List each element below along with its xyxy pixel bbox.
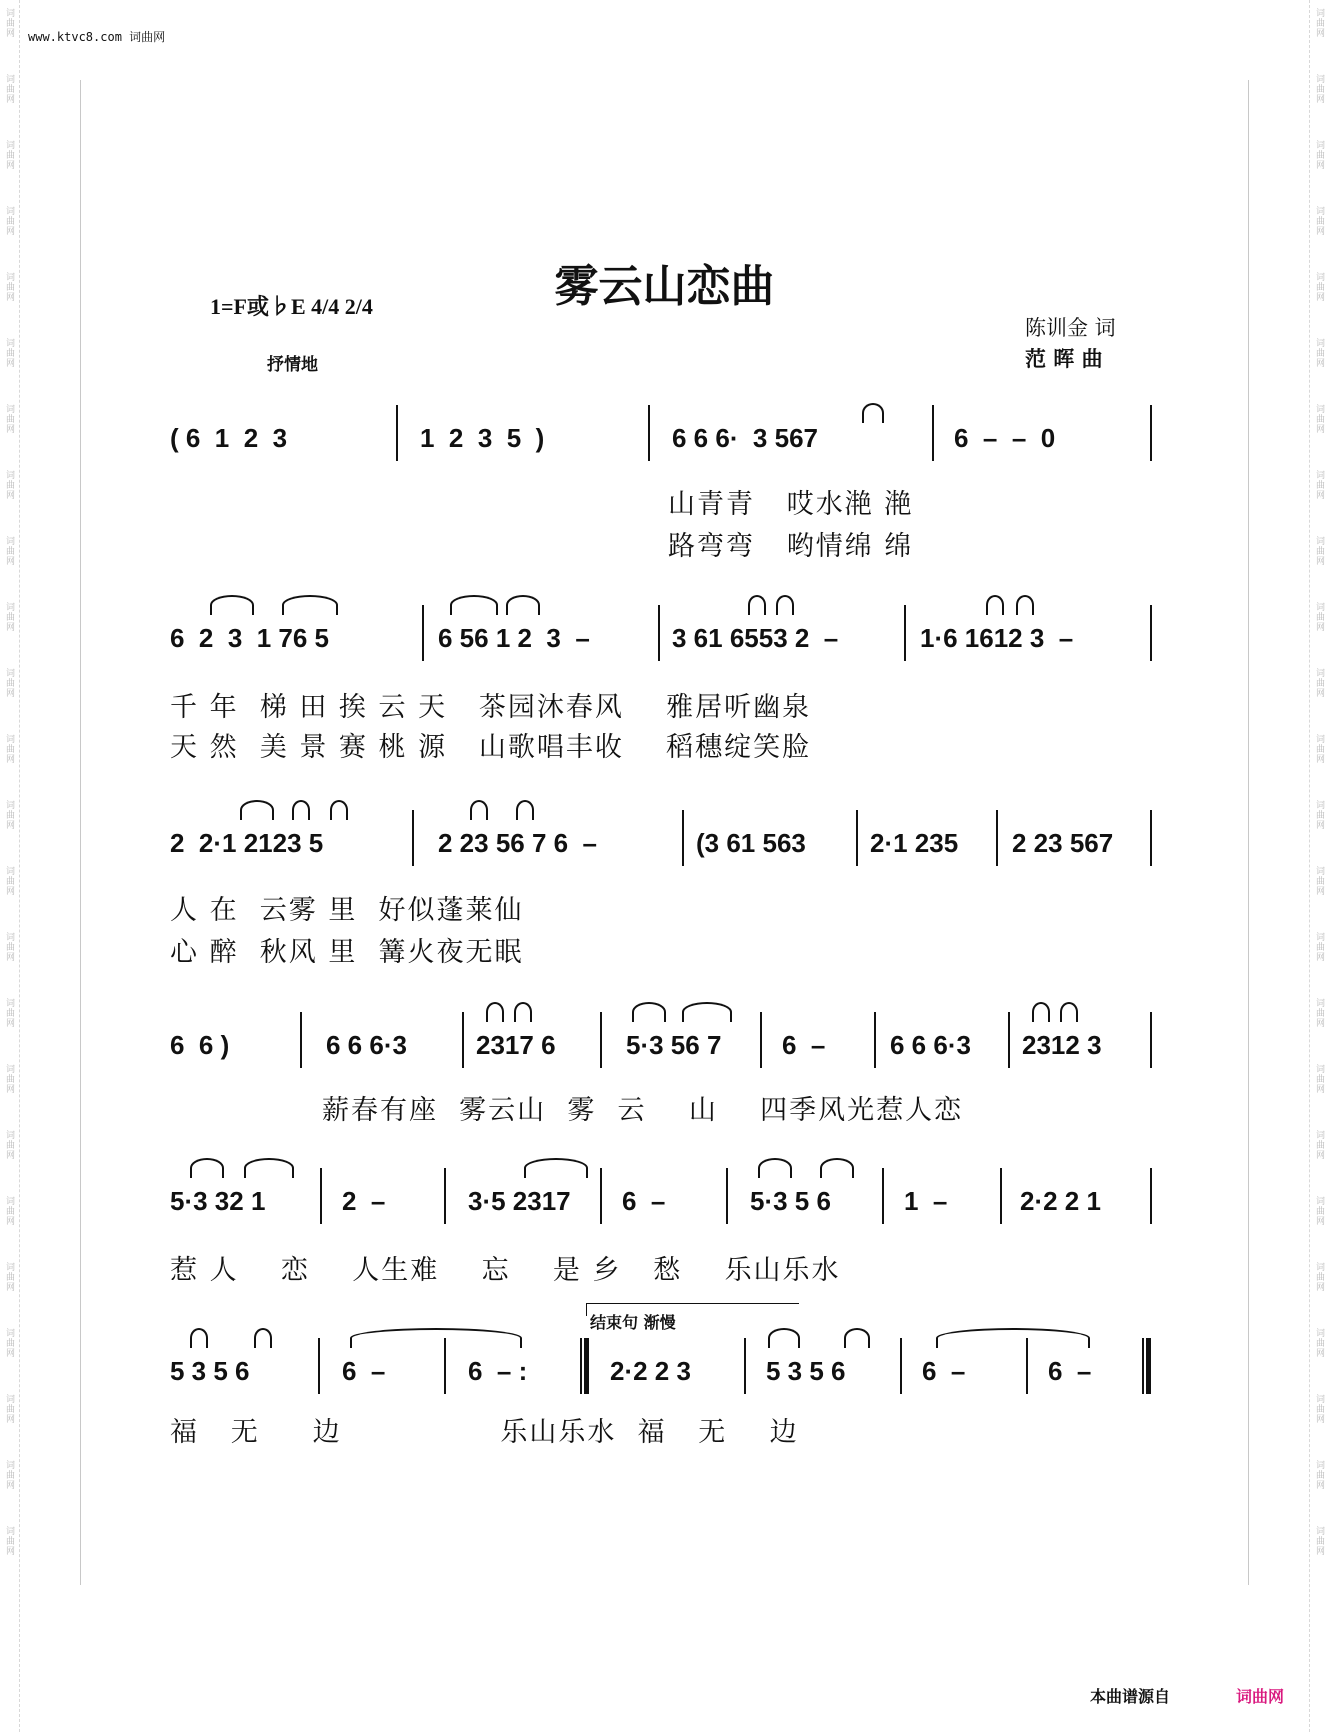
measure-notes: 6 6 6·3 bbox=[326, 1030, 407, 1060]
footer-source-label: 本曲谱源自 bbox=[1090, 1687, 1171, 1706]
measure-notes: 6 – bbox=[922, 1356, 966, 1386]
slur-mark bbox=[768, 1328, 800, 1348]
measure-notes: 6 56 1 2 3 – bbox=[438, 623, 590, 653]
barline bbox=[320, 1168, 322, 1224]
barline bbox=[444, 1168, 446, 1224]
slur-mark bbox=[844, 1328, 870, 1348]
barline bbox=[600, 1168, 602, 1224]
measure-notes: 2 – bbox=[342, 1186, 386, 1216]
score-row-2 bbox=[170, 605, 1165, 675]
slur-mark bbox=[682, 1002, 732, 1022]
score-row-6 bbox=[170, 1338, 1165, 1408]
tempo-marking: 抒情地 bbox=[267, 355, 318, 375]
measure-notes: 5·3 56 7 bbox=[626, 1030, 722, 1060]
barline bbox=[1026, 1338, 1028, 1394]
song-title: 雾云山恋曲 bbox=[554, 261, 775, 312]
slur-mark bbox=[632, 1002, 666, 1022]
measure-notes: 6 – bbox=[782, 1030, 826, 1060]
measure-notes: (3 61 563 bbox=[696, 828, 806, 858]
barline bbox=[682, 810, 684, 866]
measure-notes: 2312 3 bbox=[1022, 1030, 1102, 1060]
barline bbox=[932, 405, 934, 461]
slur-mark bbox=[1032, 1002, 1050, 1022]
lyricist-credit: 陈训金 词 bbox=[1025, 316, 1116, 340]
slur-mark bbox=[524, 1158, 588, 1178]
slur-mark bbox=[776, 595, 794, 615]
measure-notes: 6 – bbox=[342, 1356, 386, 1386]
measure-notes: 2317 6 bbox=[476, 1030, 556, 1060]
score-row-5 bbox=[170, 1168, 1165, 1238]
slur-mark bbox=[748, 595, 766, 615]
barline bbox=[1150, 405, 1152, 461]
slur-mark bbox=[1016, 595, 1034, 615]
score-row-4 bbox=[170, 1012, 1165, 1082]
measure-notes: 6 6 ) bbox=[170, 1030, 230, 1060]
slur-mark bbox=[1060, 1002, 1078, 1022]
measure-notes: 6 – – 0 bbox=[954, 423, 1056, 453]
lyric-line-5: 惹 人 恋 人生难 忘 是 乡 愁 乐山乐水 bbox=[170, 1255, 841, 1286]
lyric-line-3b: 心 醉 秋风 里 篝火夜无眠 bbox=[170, 937, 524, 968]
barline bbox=[744, 1338, 746, 1394]
lyric-line-1b: 路弯弯 哟情绵 绵 bbox=[668, 531, 914, 562]
lyric-line-6: 福 无 边 乐山乐水 福 无 边 bbox=[170, 1417, 799, 1448]
barline bbox=[904, 605, 906, 661]
measure-notes: 1 2 3 5 ) bbox=[420, 423, 545, 453]
barline bbox=[412, 810, 414, 866]
measure-notes: 5 3 5 6 bbox=[170, 1356, 250, 1386]
lyric-line-3a: 人 在 云雾 里 好似蓬莱仙 bbox=[170, 895, 524, 926]
measure-notes: 1·6 1612 3 – bbox=[920, 623, 1074, 653]
score-row-3 bbox=[170, 810, 1165, 880]
measure-notes: 2 2·1 2123 5 bbox=[170, 828, 324, 858]
slur-mark bbox=[936, 1328, 1090, 1348]
slur-mark bbox=[292, 800, 310, 820]
footer-site-link[interactable]: 词曲网 bbox=[1236, 1687, 1285, 1706]
slur-mark bbox=[244, 1158, 294, 1178]
lyric-line-4: 薪春有座 雾云山 雾 云 山 四季风光惹人恋 bbox=[322, 1095, 964, 1126]
barline bbox=[462, 1012, 464, 1068]
slur-mark bbox=[470, 800, 488, 820]
site-header[interactable]: www.ktvc8.com 词曲网 bbox=[28, 30, 166, 44]
measure-notes: 6 2 3 1 76 5 bbox=[170, 623, 330, 653]
measure-notes: 6 – : bbox=[468, 1356, 528, 1386]
slur-mark bbox=[190, 1328, 208, 1348]
slur-mark bbox=[350, 1328, 522, 1348]
slur-mark bbox=[282, 595, 338, 615]
composer-credit: 范 晖 曲 bbox=[1025, 347, 1103, 371]
slur-mark bbox=[210, 595, 254, 615]
slur-mark bbox=[862, 403, 884, 423]
measure-notes: 3 61 6553 2 – bbox=[672, 623, 839, 653]
ending-label: 结束句 渐慢 bbox=[590, 1313, 676, 1332]
slur-mark bbox=[758, 1158, 792, 1178]
barline bbox=[444, 1338, 446, 1394]
score-row-1 bbox=[170, 405, 1165, 475]
barline bbox=[996, 810, 998, 866]
repeat-barline bbox=[580, 1338, 589, 1394]
barline bbox=[1008, 1012, 1010, 1068]
measure-notes: 5·3 5 6 bbox=[750, 1186, 831, 1216]
barline bbox=[874, 1012, 876, 1068]
lyric-line-2b: 天 然 美 景 赛 桃 源 山歌唱丰收 稻穗绽笑脸 bbox=[170, 732, 812, 763]
measure-notes: 2 23 567 bbox=[1012, 828, 1114, 858]
slur-mark bbox=[254, 1328, 272, 1348]
measure-notes: 6 – bbox=[622, 1186, 666, 1216]
key-signature: 1=F或♭E 4/4 2/4 bbox=[210, 294, 373, 319]
slur-mark bbox=[486, 1002, 504, 1022]
measure-notes: 2 23 56 7 6 – bbox=[438, 828, 598, 858]
measure-notes: ( 6 1 2 3 bbox=[170, 423, 288, 453]
barline bbox=[1150, 810, 1152, 866]
barline bbox=[1150, 1168, 1152, 1224]
measure-notes: 6 6 6·3 bbox=[890, 1030, 971, 1060]
slur-mark bbox=[190, 1158, 224, 1178]
left-watermark-strip: 词曲网 词曲网 词曲网 词曲网 词曲网 词曲网 词曲网 词曲网 词曲网 词曲网 词曲网 词曲网 词曲网 词曲网 词曲网 词曲网 词曲网 词曲网 词曲网 词曲网 词曲网 词曲网 词曲网 词曲网 bbox=[0, 0, 20, 1732]
barline bbox=[882, 1168, 884, 1224]
barline bbox=[318, 1338, 320, 1394]
right-watermark-strip: 词曲网 词曲网 词曲网 词曲网 词曲网 词曲网 词曲网 词曲网 词曲网 词曲网 词曲网 词曲网 词曲网 词曲网 词曲网 词曲网 词曲网 词曲网 词曲网 词曲网 词曲网 词曲网 词曲网 词曲网 bbox=[1309, 0, 1329, 1732]
measure-notes: 2·2 2 3 bbox=[610, 1356, 691, 1386]
measure-notes: 1 – bbox=[904, 1186, 948, 1216]
barline bbox=[900, 1338, 902, 1394]
slur-mark bbox=[514, 1002, 532, 1022]
barline bbox=[300, 1012, 302, 1068]
lyric-line-1a: 山青青 哎水滟 滟 bbox=[668, 489, 914, 520]
measure-notes: 2·1 235 bbox=[870, 828, 959, 858]
slur-mark bbox=[516, 800, 534, 820]
slur-mark bbox=[450, 595, 498, 615]
measure-notes: 2·2 2 1 bbox=[1020, 1186, 1101, 1216]
barline bbox=[396, 405, 398, 461]
slur-mark bbox=[240, 800, 274, 820]
slur-mark bbox=[330, 800, 348, 820]
slur-mark bbox=[986, 595, 1004, 615]
measure-notes: 6 6 6· 3 567 bbox=[672, 423, 818, 453]
barline bbox=[1150, 605, 1152, 661]
lyric-line-2a: 千 年 梯 田 挨 云 天 茶园沐春风 雅居听幽泉 bbox=[170, 692, 812, 723]
barline bbox=[422, 605, 424, 661]
barline bbox=[726, 1168, 728, 1224]
measure-notes: 6 – bbox=[1048, 1356, 1092, 1386]
slur-mark bbox=[506, 595, 540, 615]
measure-notes: 5·3 32 1 bbox=[170, 1186, 266, 1216]
barline bbox=[760, 1012, 762, 1068]
barline bbox=[1150, 1012, 1152, 1068]
barline bbox=[658, 605, 660, 661]
barline bbox=[648, 405, 650, 461]
barline bbox=[856, 810, 858, 866]
barline bbox=[600, 1012, 602, 1068]
measure-notes: 5 3 5 6 bbox=[766, 1356, 846, 1386]
barline bbox=[1000, 1168, 1002, 1224]
slur-mark bbox=[820, 1158, 854, 1178]
final-barline bbox=[1142, 1338, 1151, 1394]
measure-notes: 3·5 2317 bbox=[468, 1186, 571, 1216]
